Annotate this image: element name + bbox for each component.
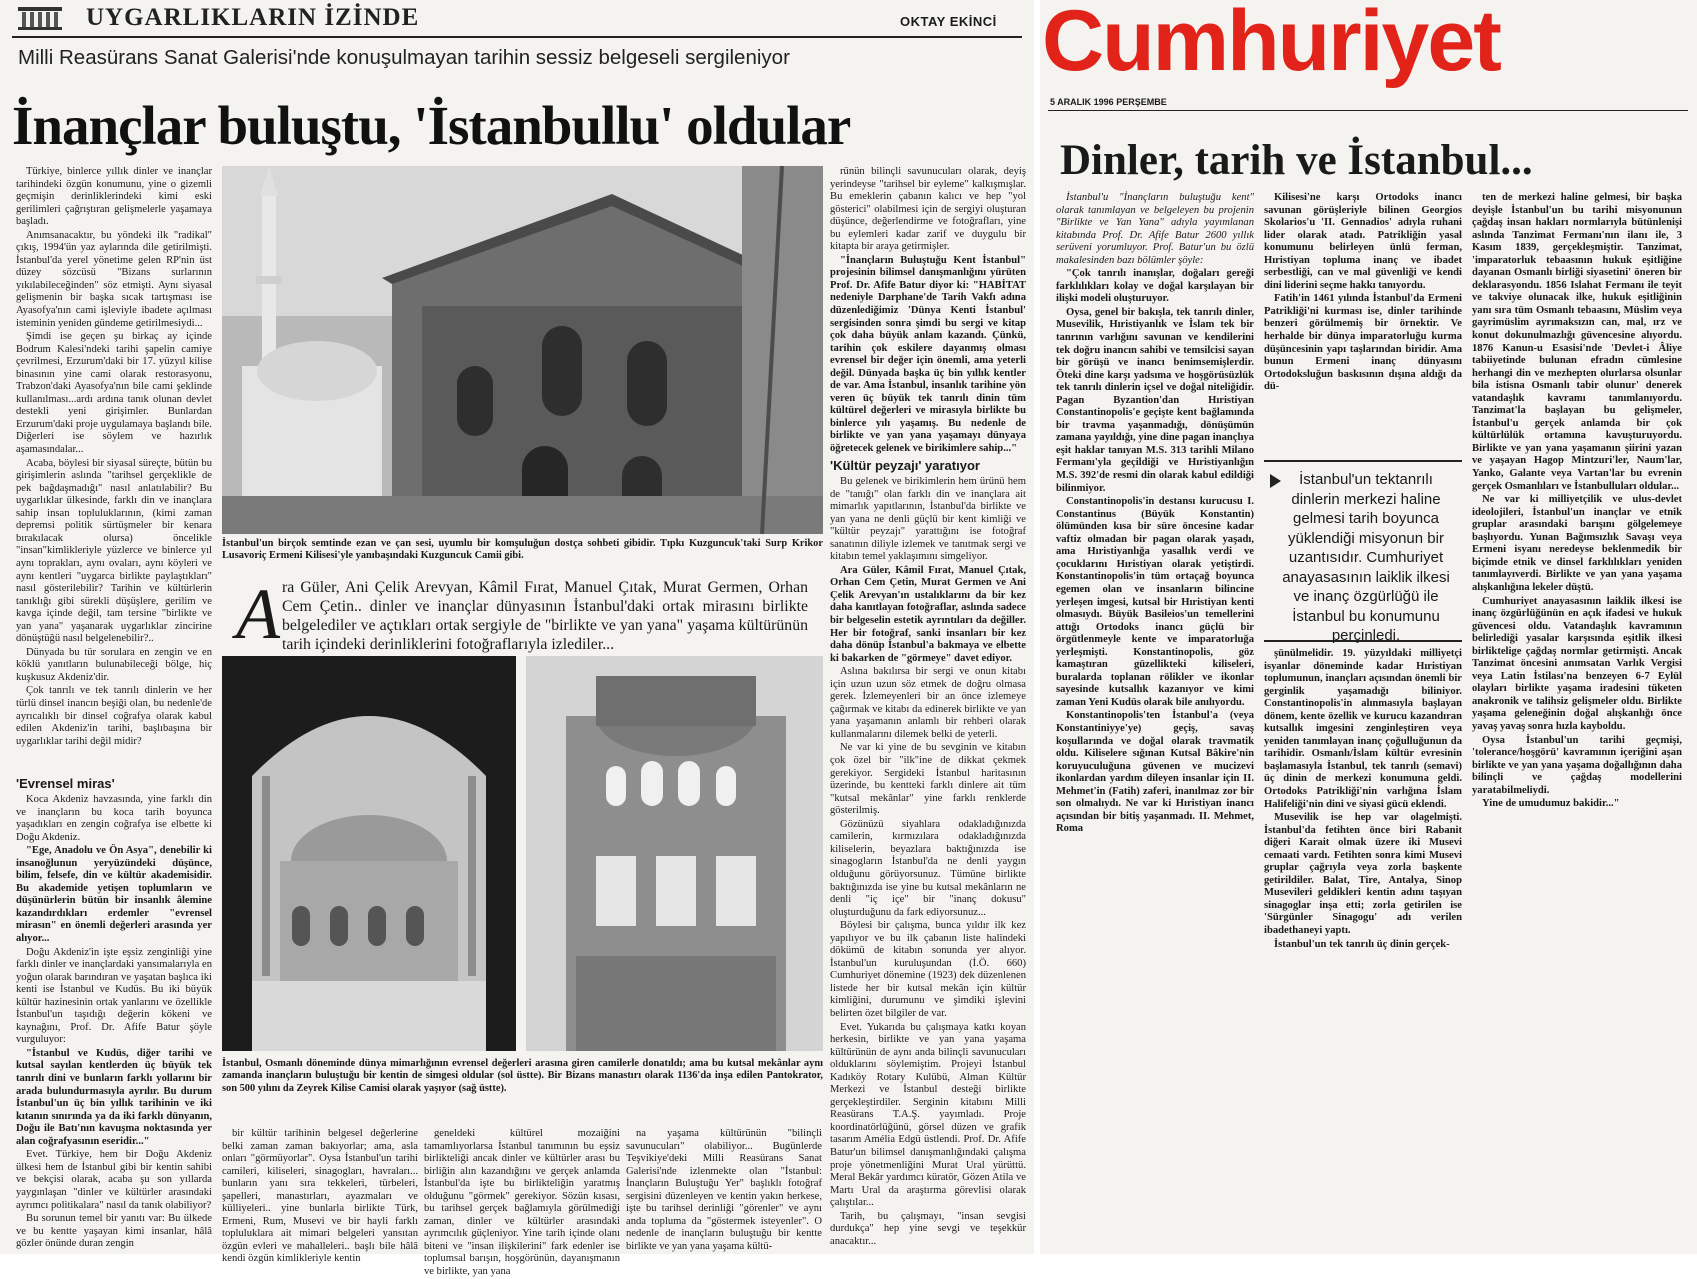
paragraph: Musevilik ise hep var olagelmişti. İstanbul'da fetihten önce biri Rabanit diğeri Karait olmak üzere iki Musevi cemaati vardı. Fetihten sonra kimi Musevi gruplar çağrıyla veya zorla başkente getirildiler. Balat, Tire, Antalya, Sinop Musevileri geldikleri kentin adını taşıyan sinagoglar inşa etti; zorla getirilen ise 'Sürgünler Sinagogu' adı verilen ibadethaneyi yaptı. [1264, 812, 1462, 937]
paragraph: Oysa İstanbul'un tarihi geçmişi, 'tolerance/hoşgörü' kavramının içeriğini aşan birlikte ve yan yana yaşama doğallığının daha bilinçli ve çağdaş modellerini yaratabilmeliydi. [1472, 734, 1682, 796]
paragraph: Anımsanacaktır, bu yöndeki ilk "radikal" çıkış, 1994'ün yaz aylarında dile getirilmişti. İstanbul'da yerel yönetime gelen RP'nin üst düzey sözcüsü "Bizans surlarının yıkılabileceğinden" söz etmişti. Aynı siyasal gelişmenin bir başka sıcak tartışması ise Ayasofya'nın cami işleviyle ibadete açılması isteminin yeniden gündeme getirilmesiydi... [16, 229, 212, 329]
paragraph: Bu gelenek ve birikimlerin hem ürünü hem de "tanığı" olan farklı din ve inançlara ait mimarlık yapıtlarının, İstanbul'da birlikte ve yan yana ne denli güçlü bir kent kimliği ve "kültür peyzajı" yarattığını ise fotoğraf sanatının diliyle izlemek ve tanıtmak sergi ve kitabın temel yaklaşımını simgeliyor. [830, 476, 1026, 563]
paragraph: "Ege, Anadolu ve Ön Asya", denebilir ki insanoğlunun yeryüzündeki düşünce, bilim, felsefe, din ve kültür akademisidir. Bu akademide yetişen toplumların ve düşünürlerin bütün bir insanlık âlemine kazandırdıkları erdemler "evrensel mirasın" en önemli değerleri arasında yer alıyor... [16, 845, 212, 945]
paragraph: Bu sorunun temel bir yanıtı var: Bu ülkede ve bu kentte yaşayan kimi insanlar, hâlâ gözler önünde duran zengin [16, 1213, 212, 1250]
article-column-4b [830, 476, 1026, 1246]
paragraph: "İnançların Buluştuğu Kent İstanbul" projesinin bilimsel danışmanlığını yürüten Prof. Dr. Afife Batur diyor ki: "HABİTAT nedeniyle Darphane'de Tarih Vakfı adına düzenlediğimiz 'Dünya Kenti İstanbul' sergisinden sonra şimdi bu sergi ve kitap çok daha büyük anlam kazandı. Çünkü, tarihin çok eskilere dayanmış olması evrensel bir değer için önemli, ama yeterli değil. Dünyada başka üç bin yıllık kentler de var. Ama İstanbul, insanlık tarihine yön veren üç büyük tek tanrılı dinin tüm kültürel değerleri ve mirasıyla birlikte bu binlerce yılı yaşamış. Bu nedenle de birlikte ve yan yana yaşamayı dünyaya öğretecek gelenek ve birikimlere sahip..." [830, 254, 1026, 455]
photo-kuzguncuk-church-mosque [222, 166, 823, 534]
paragraph: Evet. Türkiye, hem bir Doğu Akdeniz ülkesi hem de İstanbul gibi bir kentin sahibi ve bekçisi olarak, acaba şu son yıllarda yaygınlaşan "dinler ve kültürler arasındaki ayrımcı politikalara" nasıl da tanık olabiliyor? [16, 1149, 212, 1211]
paragraph: na yaşama kültürünün "bilinçli savunucuları" olabiliyor... Bugünlerde Teşvikiye'deki Milli Reasürans Sanat Galerisi'nde izlenmekte olan "İstanbul: İnançların Buluştuğu Yer" başlıklı fotoğraf sergisini düzenleyen ve kentin yakın herkese, işte bu tarihsel derinliği "görenler" ve aynı anda topluma da "göstermek isteyenler". O nedenle de inançların buluştuğu bir kentte birlikte ve yan yana yaşama kültü- [626, 1128, 822, 1252]
paragraph: Constantinopolis'in destansı kurucusu I. Constantinus (Büyük Konstantin) ölümünden kısa bir süre öncesine kadar vaftiz olmadan bir pagan olarak yaşadı, ama Hıristiyanlığa yasallık verdi ve çocuklarını Hıristiyan olarak yetiştirdi. Konstantinopolis'in tüm ortaçağ boyunca egemen olan ve insanların bilincine yerleşen imgesi, kutsal bir Hıristiyan kenti olmasıydı. Büyük Basileios'un temellerini attığı Ortodoks inancı güçlü bir örgütlenmeyle kente ve imparatorluğa yerleşmişti. Konstantinopolis, göz kamaştıran güzellikteki kiliseleri, buralarda toplanan rölikler ve ikonlar sayesinde kutsallık kazanıyor ve kimi zaman Yeni Kudüs olarak bile anılıyordu. [1056, 496, 1254, 708]
headline: İnançlar buluştu, 'İstanbullu' oldular [12, 95, 851, 156]
intro-text: ra Güler, Ani Çelik Arevyan, Kâmil Fırat, Manuel Çıtak, Murat Germen, Orhan Cem Çetin.. dinler ve inançlar dünyasının İstanbul'daki ortak mirasını birlikte belgelediler ve açtıkları ortak sergiyle de "birlikte ve yan yana" yaşama kültürünün tarih içindeki derinliklerini fotoğraflarıyla izlediler... [282, 579, 808, 653]
paragraph: Tarih, bu çalışmayı, "insan sevgisi durdukça" hep yine sevgi ve teşekkür anacaktır... [830, 1210, 1026, 1247]
article-column-2-bottom [222, 1128, 418, 1265]
paragraph: Ara Güler, Kâmil Fırat, Manuel Çıtak, Orhan Cem Çetin, Murat Germen ve Ani Çelik Arevyan'ın ustalıklarını da bir kez daha kanıtlayan fotoğraflar, aslında sadece bir belgeselin estetik ayrıntıları da değiller. Her bir fotoğraf, sanki insanları bir kez daha dönüp İstanbul'a bakmaya ve elbette ki bakarken de "görmeye" davet ediyor. [830, 564, 1026, 664]
paragraph: Oysa, genel bir bakışla, tek tanrılı dinler, Musevilik, Hıristiyanlık ve İslam tek bir tanrının varlığını savunan ve kendilerini tek doğru inancın sahibi ve temsilcisi sayan bir görüşü ve inancı benimsemişlerdir. Öteki dine karşı yadsıma ve hoşgörüsüzlük tek tanrılı dinlerin içsel ve doğal niteliğidir. Pagan Byzantion'dan Hıristiyan Constantinopolis'e geçişte kent bağlamında bir travma yaşanmadığı, dönüşümün zamana yayıldığı, yine dine pagan inançlıya eşit haklar tanıyan M.S. 313 tarihli Milano Fermanı'yla geçildiği ve Hıristiyanlığın M.S. 392'de resmi din olarak kabul edildiği bilinmiyor. [1056, 306, 1254, 494]
right-clipping [1040, 0, 1697, 1254]
masthead: Cumhuriyet [1042, 0, 1500, 89]
paragraph: Kilisesi'ne karşı Ortodoks inancı savunan görüşleriyle bilinen Georgios Skolarios'u 'II. Gennadios' adıyla ruhani lider olarak atadı. Patrikliğin yasal konumunu belirleyen ünlü ferman, Hıristiyan topluma inanç ve ibadet serbestliği, can ve mal güvenliği ve kendi dini liderini seçme hakkı tanıyordu. [1264, 192, 1462, 291]
article-column-4-bottom [626, 1128, 822, 1252]
paragraph: Çok tanrılı ve tek tanrılı dinlerin ve her türlü dinsel inancın beşiği olan, bu nedenle'de ayrıcalıklı bir dinsel coğrafya olarak kabul edilen Akdeniz'in tarihi, başlıbaşına bir uygarlıklar tarihi değil midir? [16, 685, 212, 747]
paragraph: rünün bilinçli savunucuları olarak, deyiş yerindeyse "tarihsel bir eyleme" kalkışmışlar. Bu emeklerin çabanın kalıcı ve hep "yol gösterici" olabilmesi için de sergiyi oluşturan düşünce, değerlendirme ve fotoğrafları, yine bu eylemleri kadar zarif ve duygulu bir kitapta bir araya getirmişler. [830, 166, 1026, 253]
right-column-2 [1264, 192, 1462, 452]
drop-cap: A [236, 574, 280, 654]
photo-caption-bottom: İstanbul, Osmanlı döneminde dünya mimarlığının evrensel değerleri arasına giren camilerle donatıldı; ama bu kutsal mekânlar aynı zamanda inançların buluştuğu bir kentin de simgesi oldular (sol üstte). Bir Bizans manastırı olarak 1136'da inşa edilen Pantokrator, son 500 yılını da Zeyrek Kilise Camisi olarak yaşıyor (sağ üstte). [222, 1058, 823, 1094]
paragraph: Gözünüzü siyahlara odakladığınızda camilerin, kırmızılara odakladığınızda kiliselerin, beyazlara baktığınızda ise sinagogların İstanbul'da ne denli yaygın olduğunu görüyorsunuz. Tümüne birlikte baktığınızda ise yine bu kutsal mekânların ne denli "iç içe" bir "inanç dokusu" oluşturduğunu da fark ediyorsunuz... [830, 818, 1026, 918]
paragraph: Konstantinopolis'ten İstanbul'a (veya Konstantiniyye'ye) geçiş, savaş koşullarında ve doğal olarak travmatik oldu. Kiliselere sığınan Kutsal Bâkire'nin koruyuculuğuna güvenen ve mucizevi ikonlardan yardım dileyen insanlar için II. Mehmet'in (Fatih) zaferi, inanılmaz zor bir son olmalıydı. Ne var ki Hıristiyan inancı açısından bir bitiş yaşanmadı. II. Mehmet, Roma [1056, 710, 1254, 835]
paragraph: Dünyada bu tür sorulara en zengin ve en köklü yanıtların bulunabileceği bölge, hiç kuşkusuz Akdeniz'dir. [16, 646, 212, 683]
article-column-1b [16, 794, 212, 1250]
photo-pantokrator [526, 656, 823, 1051]
subhead-kultur-peyzaji: 'Kültür peyzajı' yaratıyor [830, 458, 980, 473]
paragraph: ten de merkezi haline gelmesi, bir başka deyişle İstanbul'un bu tarihi misyonunun çağdaş insan hakları normlarıyla bütünlenişi aslında Tanzimat Fermanı'nın ilanı ile, 3 Kasım 1839, gerçekleşmiştir. Tanzimat, 'imparatorluk tebaasının hukuk eşitliğine dayanan Osmanlı birliği siyasetini' öneren bir deklarasyondu. 1856 Islahat Fermanı ile teyit ve takviye olunacak ilke, hukuk eşitliğinin yanı sıra tüm Osmanlı tebaasını, Müslim veya gayrimüslim ayrımaksızın can, mal, ırz ve konut dokunulmazlığı güvencesine alıyordu. 1876 Kanun-u Esasisi'nde 'Devlet-i Âliye tabiiyetinde bulunan efradın cümlesine herhangi din ve mezhepten olurlarsa olsunlar bila istisna Osmanlı tabir olunur' denerek vatandaşlık kavramı tanımlanıyordu. Tanzimat'la başlayan bu gelişmeler, İstanbul'u gerçek anlamda bir çok kültürlülük ortamına kavuşturuyordu. Birlikte ve yan yana yaşamanın şiirini yazan ve yaşayan Hagop Mintzuri'ler, Naum'lar, Yanko, Galante veya Vartan'lar bu evrenin gerçek Osmanlıları ve İstanbulluları oldular... [1472, 192, 1682, 492]
paragraph: Böylesi bir çalışma, bunca yıldır ilk kez yapılıyor ve bu ilk çabanın liste halindeki dökümü de kitabın sonunda yer alıyor. İstanbul'un kuruluşundan (İ.Ö. 660) Cumhuriyet dönemine (1923) dek düzenlenen listede her bir kutsal mekân için kültür kimliğini, durumunu ve şimdiki işlevini belirten özet bilgiler de var. [830, 920, 1026, 1019]
article-column-4 [830, 166, 1026, 453]
section-title: UYGARLIKLARIN İZİNDE [86, 4, 420, 31]
kicker: Milli Reasürans Sanat Galerisi'nde konuşulmayan tarihin sessiz belgeseli sergileniyor [18, 46, 790, 69]
paragraph: Şimdi ise geçen şu birkaç ay içinde Bodrum Kalesi'ndeki tarihi şapelin camiye çevrilmesi, Erzurum'daki bir 17. yüzyıl kilise binasının yine cami olarak restorasyonu, Trabzon'daki Ayasofya'nın bile cami şeklinde kullanılması...ardı ardına tanık olunan devlet destekli yeni girişimler. Bunlardan Erzurum'daki proje uygulamaya başlandı bile. Diğerleri ise söylem ve hazırlık aşamasındalar... [16, 331, 212, 456]
issue-date: 5 ARALIK 1996 PERŞEMBE [1050, 97, 1167, 107]
paragraph: Evet. Yukarıda bu çalışmaya katkı koyan herkesin, birlikte ve yan yana yaşama kültürünün de aynı anda bilinçli savunucuları olduklarını söylemiştim. Projeyi İstanbul Kadıköy Rotary Kulübü, Alman Kültür Merkezi ve İstanbul desteği birlikte gerçekleştirdiler. Serginin kitabını Milli Reasürans T.A.Ş. yayımladı. Proje koordinatörlüğünü, görsel düzen ve grafik tasarım Amélia Edgü üstlendi. Prof. Dr. Afife Batur'un bilimsel danışmanlığındaki çalışma proje yönetmenliğini Murat Ural yürüttü. Meral Bekâr yardımcı küratör, Gözen Atila ve Martı Ural da araştırma görevlisi olarak çalıştılar... [830, 1021, 1026, 1209]
paragraph: bir kültür tarihinin belgesel değerlerine belki zaman zaman bakıyorlar; ama, asla onları "görmüyorlar". Oysa İstanbul'un tarihi camileri, kiliseleri, sinagogları, havraları... bunların yanı sıra tekkeleri, türbeleri, şapelleri, manastırları, ayazmaları ve külliyeleri.. yine bunlarla birlikte Türk, Ermeni, Rum, Musevi ve bir hayli farklı topluluklara ait mimari belgeleri yansıtan özgün evleri ve mahalleleri.. başlı bile hâlâ kendi özgün kimlikleriyle kentin [222, 1128, 418, 1265]
column-logo-icon [16, 5, 64, 31]
paragraph: "Çok tanrılı inanışlar, doğaları gereği farklılıkları kolay ve doğal karşılayan bir ilişki modeli oluşturuyor. [1056, 268, 1254, 305]
article-column-3-bottom [424, 1128, 620, 1278]
paragraph: Ne var ki yine de bu sevginin ve kitabın çok özel bir "ilk"ine de dikkat çekmek gerekiyor. Sergideki İstanbul haritasının üzerinde, bu kentteki farklı dinlere ait tüm "kutsal mekânlar" yine farklı renklerde gösterilmiş. [830, 742, 1026, 817]
paragraph: Koca Akdeniz havzasında, yine farklı din ve inançların bu koca tarih boyunca yaşadıkları en zengin coğrafya ise elbette ki Doğu Akdeniz. [16, 794, 212, 843]
paragraph: Yine de umudumuz bakidir..." [1482, 798, 1620, 810]
paragraph: Doğu Akdeniz'in işte eşsiz zenginliği yine farklı dinler ve inançlardaki yansımalarıyla en yoğun olarak barındıran ve yaşatan başlıca iki kenti ise İstanbul ve Kudüs. Bu iki büyük kültür hazinesinin ortak yanlarını ve özellikle İstanbul'un taşıdığı değerin kökeni ve kaynağını, Prof. Dr. Afife Batur şöyle vurguluyor: [16, 946, 212, 1046]
pull-quote: İstanbul'un tektanrılı dinlerin merkezi haline gelmesi tarih boyunca yüklendiği misyonun bir uzantısıdır. Cumhuriyet anayasasının laiklik ilkesi ve inanç özgürlüğü ile İstanbul bu konumunu perçinledi. [1282, 471, 1450, 644]
paragraph: şünülmelidir. 19. yüzyıldaki milliyetçi isyanlar döneminde kadar Hıristiyan toplumunun, inançları açısından önemli bir gerginlik yaşamadığı biliniyor. Constantinopolis'in alınmasıyla başlayan dönem, kente özellik ve kurucu kazandıran kutsallık imgesini zenginleştiren veya yeniden tanımlayan inanç çoğulluğunun da tarihidir. Osmanlı/İslam kültür evresinin başlamasıyla İstanbul, tek tanrılı (semavi) üç dinin de merkezi konumuna geldi. Ortodoks Patrikliği'nin varlığına İslam Halifeliği'nin dini ve siyasi gücü eklendi. [1264, 648, 1462, 810]
pull-quote-box [1264, 460, 1462, 642]
right-column-2b [1264, 648, 1462, 1246]
paragraph: Türkiye, binlerce yıllık dinler ve inançlar tarihindeki özgün konumunu, yine o gizemli geçmişin derinliklerindeki kimi eski gerilimleri çağrıştıran gelişmelerle yaşamaya başladı. [16, 166, 212, 228]
photo-mosque-courtyard [222, 656, 516, 1051]
masthead-rule [1048, 110, 1688, 111]
paragraph: geneldeki kültürel mozaiğini tamamlıyorlarsa İstanbul tanımının bu eşsiz birlikteliği ancak dinler ve kültürler arası bu birliğin alın kazandığını ve gerçek anlamda İstanbul'da işte bu birlikteliğin yaratmış olduğunu "görmek" gerekiyor. Sözün kısası, bu tarihsel gerçek bağlamıyla görülmediği zaman, dinler ve kültürler arasındaki ayrımcılık güçleniyor. Yine tarih içinde olanı biteni ve "insan ilişkilerini" fark edenler ise toplumsal barışın, hoşgörünün, dayanışmanın ve birlikte, yan yana [424, 1128, 620, 1278]
paragraph: İstanbul'un tek tanrılı üç dinin gerçek- [1274, 938, 1450, 950]
author-name: OKTAY EKİNCİ [900, 14, 997, 29]
subhead-evrensel-miras: 'Evrensel miras' [16, 776, 115, 791]
header-rule [12, 36, 1022, 38]
paragraph: Fatih'in 1461 yılında İstanbul'da Ermeni Patrikliği'ni kurması ise, dinler tarihinde benzeri görülmemiş bir örnektir. Ve herhalde bir dünya imparatorluğu kurma düşüncesinin yapı taşlarından biridir. Ama bunun Ermeni inanç dünyasını Ortodoksluğun baskısının dışına aldığı da dü- [1264, 293, 1462, 393]
paragraph: Ne var ki milliyetçilik ve ulus-devlet ideolojileri, İstanbul'un inançlar ve etnik gruplar arasındaki barışını gölgelemeye başlıyordu. Yunan Bağımsızlık Savaşı veya Ermeni isyanı neredeyse beklenmedik bir biçimde etnik ve dinsel farklılıkları yeniden tanımlayıverdi. Birlikte ve yan yana yaşama alışkanlığına lekeler düştü. [1472, 494, 1682, 593]
intro-paragraph: İstanbul'u "İnançların buluştuğu kent" olarak tanımlayan ve belgeleyen bu projenin "Birlikte ve Yan Yana" adıyla yayımlanan kitabında Prof. Dr. Afife Batur 2600 yıllık serüveni yorumluyor. Prof. Batur'un bu özlü makalesinden bazı bölümler şöyle: [1056, 192, 1254, 266]
right-column-1 [1056, 192, 1254, 1246]
paragraph: Acaba, böylesi bir siyasal süreçte, bütün bu girişimlerin aslında "tarihsel gerçeklikle de pek bağdaşmadığı" nasıl anlatılabilir? Bu uygarlıklar ülkesinde, farklı din ve inançlara sahip insan topluluklarının, (kimi zaman depremsi politik sürtüşmeler bir kenara bırakılacak olursa) öncelikle "insan"kimlikleriyle yüzlerce ve binlerce yıl aynı toprakları, aynı ovaları, aynı köyleri ve aynı kentleri "uygarca birlikte paylaştıkları" nasıl gösterilebilir? Tarihin ve kültürlerin tanıklığı gibi sürekli düşüşlere, gerilim ve kavga içinde değil, tam tersine "birlikte ve yan yana" yaşanarak uygarlıklar zincirine dönüştüğü nasıl belgelenebilir?.. [16, 457, 212, 645]
photo-caption-top: İstanbul'un birçok semtinde ezan ve çan sesi, uyumlu bir komşuluğun dostça sohbeti gibidir. Tıpkı Kuzguncuk'taki Surp Krikor Lusavoriç Ermeni Kilisesi'yle yanıbaşındaki Kuzguncuk Camii gibi. [222, 538, 823, 562]
paragraph: "İstanbul ve Kudüs, diğer tarihi ve kutsal sayılan kentlerden üç büyük tek tanrılı dini ve bunların farklı yollarını bir arada bulundurmasıyla ayrılır. Bu durum İstanbul'un üç bin yıllık tarihinin ve iki kıtanın sınırında ya da iki farklı dünyanın, Doğu ile Batı'nın kavuşma noktasında yer alan coğrafyasının eseridir..." [16, 1047, 212, 1147]
paragraph: Cumhuriyet anayasasının laiklik ilkesi ise inanç özgürlüğünün en açık ifadesi ve hukuk güvencesi oldu. Vatandaşlık kavramının belirlediği yasalar karşısında eşitlik ilkesi birliktelige çağdaş normlar getirmişti. Ancak Tanzimat öncesini anımsatan Varlık Vergisi veya Latin İstilası'na benzeyen 6-7 Eylül olayları birlikte yaşama iradesini tüketen anakronik ve talihsiz gelişmeler oldu. Birlikte yaşama geleneğinin doğal alışkanlığı önce yavaş yavaş sonra hızla kayboldu. [1472, 595, 1682, 732]
right-headline: Dinler, tarih ve İstanbul... [1060, 137, 1533, 184]
article-column-1 [16, 166, 212, 771]
paragraph: Aslına bakılırsa bir sergi ve onun kitabı için uzun uzun söz etmek de doğru olmasa gerek. İzlemeyenleri bir an önce izlemeye çağırmak ve kitabı da edinerek birlikte ve yan yana yaşamanın anlamlı bir rehberi olarak kullanmalarını dilemek belki de yeterli. [830, 666, 1026, 740]
right-column-3 [1472, 192, 1682, 1246]
